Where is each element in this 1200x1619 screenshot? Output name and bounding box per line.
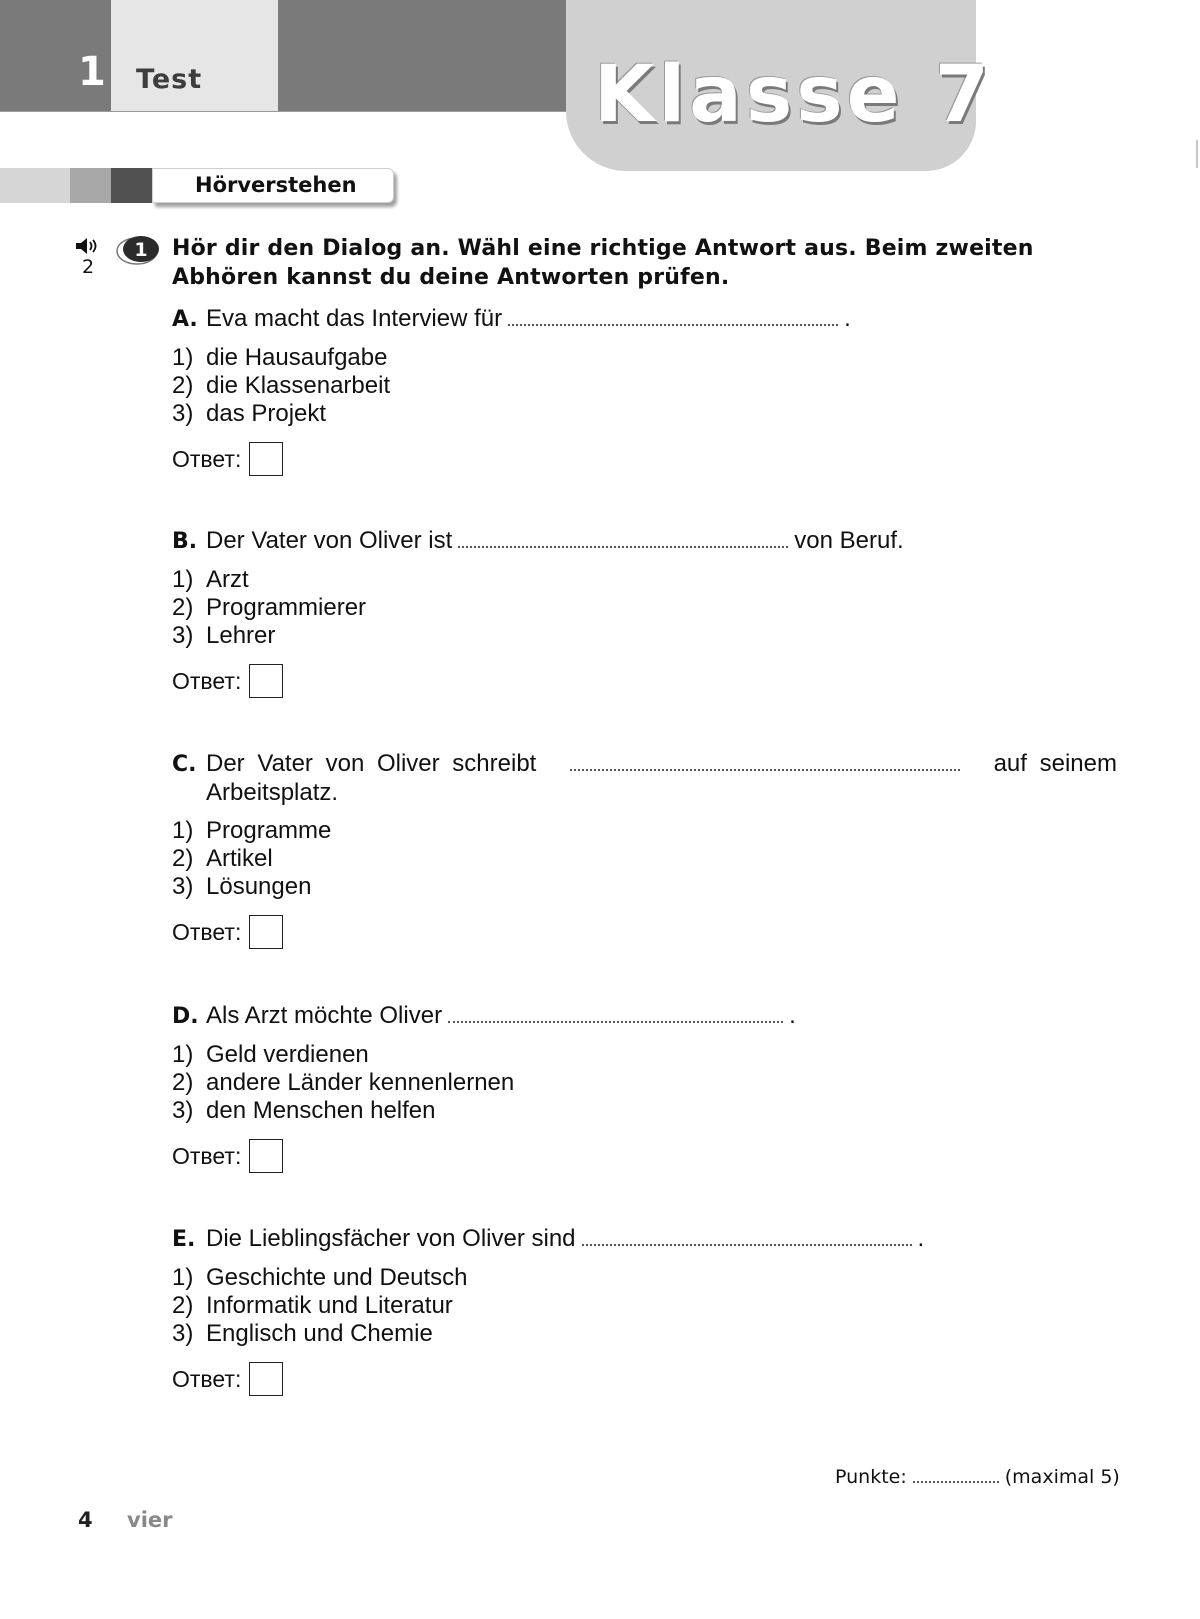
option-number: 3)	[172, 873, 194, 900]
answer-box-b[interactable]	[249, 664, 283, 698]
option-item	[172, 566, 1117, 594]
section-tab-segment	[111, 168, 152, 203]
question-stem	[172, 527, 1117, 556]
question-text-end: .	[844, 305, 851, 332]
option-text: die Hausaufgabe	[206, 344, 388, 371]
answer-label: Ответ:	[172, 667, 242, 694]
answer-label: Ответ:	[172, 918, 242, 945]
question-text-end: von Beruf.	[794, 527, 904, 554]
option-item	[172, 622, 1117, 650]
option-item	[172, 594, 1117, 622]
score-line	[835, 1466, 1120, 1488]
question-letter: E.	[172, 1227, 196, 1252]
answer-box-c[interactable]	[249, 915, 283, 949]
option-list	[172, 344, 1117, 428]
option-list	[172, 1041, 1117, 1125]
option-item	[172, 372, 1117, 400]
page-edge-mark	[1196, 140, 1198, 168]
question-stem	[172, 750, 1117, 779]
option-item	[172, 1264, 1117, 1292]
answer-row	[172, 664, 1117, 698]
header-divider	[0, 111, 566, 112]
option-number: 2)	[172, 1069, 194, 1096]
option-text: Lösungen	[206, 873, 312, 900]
answer-row	[172, 1139, 1117, 1173]
section-tab-segment	[70, 168, 111, 203]
question-c	[172, 750, 1117, 949]
score-blank[interactable]	[913, 1469, 999, 1483]
option-item	[172, 1041, 1117, 1069]
answer-box-d[interactable]	[249, 1139, 283, 1173]
option-text: andere Länder kennenlernen	[206, 1069, 515, 1096]
test-label: Test	[136, 64, 203, 95]
option-number: 1)	[172, 817, 194, 844]
answer-blank	[448, 1005, 783, 1023]
option-item	[172, 873, 1117, 901]
score-max: (maximal 5)	[1004, 1466, 1120, 1488]
score-label: Punkte:	[835, 1466, 907, 1488]
question-letter: B.	[172, 529, 198, 554]
option-item	[172, 1292, 1117, 1320]
question-text-end: .	[917, 1225, 925, 1252]
speaker-icon[interactable]	[75, 236, 103, 256]
question-text-end: auf seinem	[993, 750, 1117, 777]
option-item	[172, 400, 1117, 428]
option-item	[172, 1320, 1117, 1348]
answer-label: Ответ:	[172, 1142, 242, 1169]
question-b	[172, 527, 1117, 698]
question-text-end: .	[789, 1002, 796, 1029]
answer-box-a[interactable]	[249, 442, 283, 476]
option-item	[172, 817, 1117, 845]
option-number: 2)	[172, 594, 194, 621]
question-text: Der Vater von Oliver ist	[206, 527, 453, 554]
question-e	[172, 1225, 1117, 1396]
option-list	[172, 817, 1117, 901]
option-text: Arzt	[206, 566, 249, 593]
option-text: Informatik und Literatur	[206, 1292, 453, 1319]
option-text: Programme	[206, 817, 332, 844]
task-instruction: Hör dir den Dialog an. Wähl eine richtige Antwort aus. Beim zweiten Abhören kannst du deine Antworten prüfen.	[172, 236, 1034, 290]
test-number: 1	[78, 49, 106, 95]
question-stem	[172, 1002, 1117, 1031]
question-stem	[172, 305, 1117, 334]
option-text: Englisch und Chemie	[206, 1320, 433, 1347]
class-label: Klasse 7	[594, 50, 993, 140]
answer-row	[172, 1362, 1117, 1396]
section-title: Hörverstehen	[195, 173, 357, 197]
question-text: Eva macht das Interview für	[206, 305, 503, 332]
option-text: Lehrer	[206, 622, 276, 649]
option-item	[172, 845, 1117, 873]
answer-box-e[interactable]	[249, 1362, 283, 1396]
answer-label: Ответ:	[172, 1365, 242, 1392]
answer-row	[172, 442, 1117, 476]
question-text-continued: Arbeitsplatz.	[206, 779, 339, 806]
question-a	[172, 305, 1117, 476]
question-d	[172, 1002, 1117, 1173]
option-item	[172, 344, 1117, 372]
page-number-word: vier	[127, 1508, 173, 1532]
question-text: Als Arzt möchte Oliver	[206, 1002, 443, 1029]
task-number: 1	[134, 239, 148, 261]
answer-row	[172, 915, 1117, 949]
option-number: 1)	[172, 344, 194, 371]
option-text: das Projekt	[206, 400, 327, 427]
option-text: Artikel	[206, 845, 273, 872]
option-number: 2)	[172, 1292, 194, 1319]
option-number: 1)	[172, 1264, 194, 1291]
answer-blank	[508, 308, 838, 326]
option-list	[172, 566, 1117, 650]
question-stem	[172, 1225, 1117, 1254]
option-item	[172, 1097, 1117, 1125]
option-number: 1)	[172, 1041, 194, 1068]
question-letter: C.	[172, 752, 197, 777]
answer-label: Ответ:	[172, 445, 242, 472]
option-list	[172, 1264, 1117, 1348]
option-number: 2)	[172, 372, 194, 399]
option-number: 3)	[172, 400, 194, 427]
option-number: 3)	[172, 622, 194, 649]
option-text: Geld verdienen	[206, 1041, 369, 1068]
page-number: 4	[78, 1508, 93, 1532]
option-text: Programmierer	[206, 594, 367, 621]
option-number: 3)	[172, 1097, 194, 1124]
option-number: 1)	[172, 566, 194, 593]
option-text: den Menschen helfen	[206, 1097, 436, 1124]
audio-track-number: 2	[82, 256, 95, 278]
option-item	[172, 1069, 1117, 1097]
answer-blank	[582, 1228, 912, 1246]
answer-blank	[458, 530, 788, 548]
answer-blank	[570, 753, 960, 771]
option-number: 3)	[172, 1320, 194, 1347]
header-band-middle	[278, 0, 566, 111]
question-letter: D.	[172, 1004, 199, 1029]
section-tab-segment	[0, 168, 70, 203]
question-letter: A.	[172, 307, 198, 332]
question-text: Die Lieblingsfächer von Oliver sind	[206, 1225, 576, 1252]
question-text: Der Vater von Oliver schreibt	[206, 750, 537, 777]
option-number: 2)	[172, 845, 194, 872]
option-text: die Klassenarbeit	[206, 372, 391, 399]
task-number-badge	[115, 234, 163, 266]
option-text: Geschichte und Deutsch	[206, 1264, 468, 1291]
